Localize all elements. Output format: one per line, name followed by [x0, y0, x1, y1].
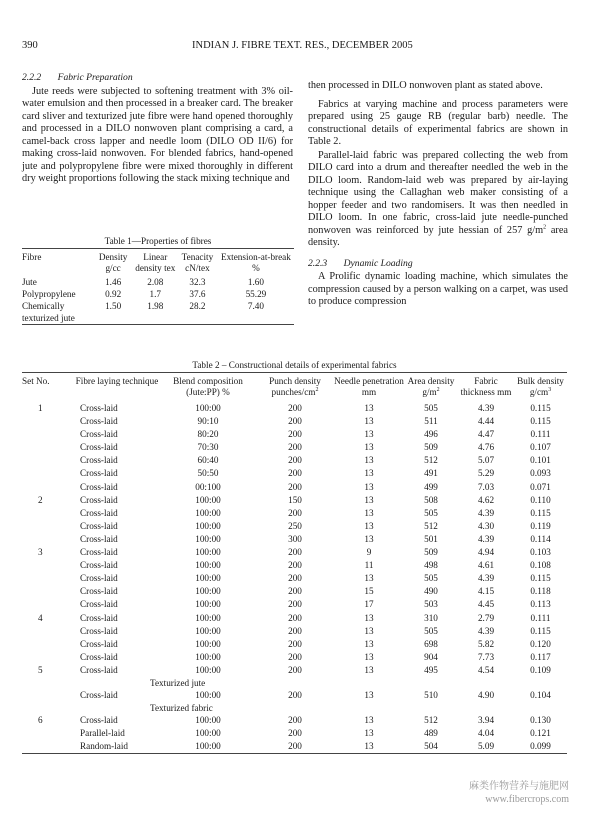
table-cell-needle: 13 — [364, 625, 374, 636]
journal-title: INDIAN J. FIBRE TEXT. RES., DECEMBER 2005 — [192, 40, 413, 51]
table-cell-thickness: 4.39 — [477, 403, 495, 413]
table-cell-needle: 13 — [364, 403, 374, 413]
table-1-header-row — [22, 249, 294, 276]
table-cell-area: 510 — [424, 689, 438, 700]
table-cell-area: 310 — [424, 612, 438, 623]
table-cell-technique: Cross-laid — [80, 547, 118, 558]
table-row — [22, 638, 567, 651]
table-cell-area: 508 — [424, 494, 438, 505]
table-cell-area: 503 — [424, 599, 438, 610]
section-title: Fabric Preparation — [57, 72, 133, 83]
table-cell-blend: 80:20 — [197, 429, 219, 440]
col-header-punch: Punch density punches/$cm^2$ — [269, 376, 321, 397]
table-cell-area: 496 — [424, 429, 438, 440]
running-header — [22, 40, 567, 54]
table-note: Texturized fabric — [150, 703, 213, 714]
table-cell-needle: 13 — [364, 689, 374, 700]
table-cell-thickness: 4.45 — [477, 599, 495, 610]
table-1-header-cell: Fibre — [22, 252, 42, 262]
table-row — [22, 533, 567, 546]
watermark-line-2: www.fibercrops.com — [485, 794, 569, 805]
table-cell-blend: 100:00 — [195, 507, 221, 518]
table-cell: 1.98 — [147, 301, 164, 311]
table-row — [22, 702, 567, 714]
left-column — [22, 72, 293, 186]
table-cell-technique: Cross-laid — [80, 520, 118, 531]
table-cell-thickness: 7.73 — [477, 651, 495, 662]
table-cell-thickness: 4.39 — [477, 507, 495, 518]
table-cell-set — [22, 585, 74, 598]
table-cell-blend: 100:00 — [195, 573, 221, 584]
table-cell-set — [22, 454, 74, 467]
table-cell-technique: Random-laid — [80, 741, 128, 752]
table-cell-technique: Cross-laid — [80, 689, 118, 700]
table-row — [22, 300, 294, 324]
table-cell-punch: 200 — [288, 468, 302, 479]
table-row — [22, 651, 567, 664]
table-row — [22, 689, 567, 702]
table-cell-blend: 100:00 — [195, 741, 221, 752]
table-cell-punch: 200 — [288, 416, 302, 427]
table-cell-blend: 100:00 — [195, 651, 221, 662]
paragraph: Jute reeds were subjected to softening treatment with 3% oil-water emulsion and then processed in a breaker card. The breaker card sliver and texturized jute fibre were hand opened thoroughly and processed in a DILO nonwoven plant comprising a card, a camel-back cross lapper and needle loom (DILO OD II/6) for making cross-laid nonwoven. For blended fabrics, hand-opened jute and polypropylene fibre were mixed thoroughly in different dry weight proportions following the stack mixing technique and — [22, 85, 293, 184]
table-cell-area: 499 — [424, 481, 438, 492]
table-cell: Jute — [22, 277, 37, 287]
table-cell-thickness: 4.90 — [477, 689, 495, 700]
table-cell: 0.92 — [105, 289, 122, 299]
table-cell-bulk: 0.110 — [530, 494, 551, 505]
table-cell-punch: 200 — [288, 481, 302, 492]
table-cell-punch: 200 — [288, 741, 302, 752]
paragraph: Parallel-laid fabric was prepared collecting the web from DILO card into a drum and thereafter needled the web in the DILO loom. Random-laid web was prepared by air-laying technique using the Callaghan web maker consisting of a hopper feeder and two randomisers. It was then needled in DILO loom. In one fabric, cross-laid jute needle-punched nonwoven was reinforced by jute hessian of 257 $g/m^2$ area density. — [308, 149, 568, 248]
table-note: Texturized jute — [150, 677, 206, 688]
table-cell-bulk: 0.113 — [530, 599, 551, 610]
table-cell-needle: 15 — [364, 586, 374, 597]
table-cell-needle: 13 — [364, 494, 374, 505]
table-cell-thickness: 2.79 — [477, 612, 495, 623]
table-row — [22, 520, 567, 533]
table-cell-technique: Cross-laid — [80, 455, 118, 466]
table-cell-bulk: 0.115 — [530, 416, 551, 427]
table-cell-technique: Cross-laid — [80, 403, 118, 413]
table-row — [22, 415, 567, 428]
table-cell-thickness: 4.44 — [477, 416, 495, 427]
col-header-set: Set No. — [22, 376, 50, 386]
table-cell-set — [22, 533, 74, 546]
page-number: 390 — [22, 40, 38, 51]
table-cell-technique: Cross-laid — [80, 468, 118, 479]
table-cell-bulk: 0.115 — [530, 403, 551, 413]
section-heading — [308, 258, 568, 271]
table-cell-technique: Cross-laid — [80, 429, 118, 440]
table-row — [22, 559, 567, 572]
table-cell-blend: 100:00 — [195, 625, 221, 636]
table-cell-technique: Cross-laid — [80, 664, 118, 675]
table-cell-needle: 13 — [364, 638, 374, 649]
table-cell-area: 512 — [424, 455, 438, 466]
table-cell-technique: Cross-laid — [80, 494, 118, 505]
table-cell-technique: Cross-laid — [80, 625, 118, 636]
table-1-header-cell: Density g/cc — [98, 252, 128, 273]
paragraph: Fabrics at varying machine and process parameters were prepared using 25 gauge RB (regular barb) needle. The constructional details of experimental fabrics are shown in Table 2. — [308, 98, 568, 147]
table-cell-blend: 90:10 — [197, 416, 219, 427]
table-cell-bulk: 0.130 — [530, 715, 551, 726]
table-cell-set — [22, 520, 74, 533]
table-cell-needle: 13 — [364, 533, 374, 544]
col-header-bulk: Bulk density $g/cm^3$ — [517, 376, 564, 397]
table-cell-area: 512 — [424, 715, 438, 726]
table-cell-set — [22, 507, 74, 520]
table-cell-set: 3 — [38, 547, 43, 558]
table-cell-punch: 200 — [288, 599, 302, 610]
table-cell-needle: 13 — [364, 416, 374, 427]
col-header-blend: Blend composition (Jute:PP) % — [173, 376, 243, 397]
table-cell-blend: 100:00 — [195, 560, 221, 571]
table-cell-thickness: 3.94 — [477, 715, 495, 726]
table-row — [22, 507, 567, 520]
section-number: 2.2.3 — [308, 257, 328, 269]
table-2-header-row — [22, 373, 567, 402]
col-header-needle: Needle penetration mm — [334, 376, 404, 397]
col-header-technique: Fibre laying technique — [75, 376, 159, 386]
table-cell-punch: 200 — [288, 403, 302, 413]
table-cell-area: 512 — [424, 520, 438, 531]
table-cell-set — [22, 598, 74, 611]
table-2-grid — [22, 373, 567, 753]
table-cell-punch: 200 — [288, 625, 302, 636]
table-cell-bulk: 0.107 — [530, 442, 551, 453]
table-cell: 37.6 — [189, 289, 206, 299]
table-cell-technique: Cross-laid — [80, 481, 118, 492]
table-cell-blend: 100:00 — [195, 638, 221, 649]
table-cell-punch: 200 — [288, 612, 302, 623]
table-row — [22, 572, 567, 585]
table-cell-punch: 200 — [288, 586, 302, 597]
table-row — [22, 454, 567, 467]
table-cell-punch: 300 — [288, 533, 302, 544]
watermark — [469, 780, 569, 806]
table-1-caption: Table 1—Properties of fibres — [104, 236, 212, 246]
table-cell-set — [22, 415, 74, 428]
table-cell-area: 505 — [424, 625, 438, 636]
table-row — [22, 428, 567, 441]
table-cell-bulk: 0.109 — [530, 664, 551, 675]
table-cell-thickness: 5.29 — [477, 468, 495, 479]
table-cell: 1.7 — [149, 289, 162, 299]
table-cell-needle: 13 — [364, 520, 374, 531]
table-cell-blend: 100:00 — [195, 586, 221, 597]
table-cell-bulk: 0.093 — [530, 468, 551, 479]
table-row — [22, 612, 567, 625]
table-row — [22, 441, 567, 454]
table-cell-blend: 100:00 — [195, 403, 221, 413]
table-cell-punch: 200 — [288, 728, 302, 739]
table-cell: 55.29 — [245, 289, 267, 299]
table-cell-set — [22, 467, 74, 480]
table-cell-area: 511 — [424, 416, 438, 427]
table-cell-set: 6 — [38, 715, 43, 726]
table-cell-bulk: 0.115 — [530, 625, 551, 636]
table-cell-set — [22, 651, 74, 664]
table-row — [22, 740, 567, 753]
table-cell-blend: 100:00 — [195, 689, 221, 700]
table-cell-needle: 13 — [364, 429, 374, 440]
table-cell-area: 904 — [424, 651, 438, 662]
table-cell-set — [22, 727, 74, 740]
table-cell: Chemically texturized jute — [22, 301, 75, 323]
table-cell: 1.60 — [247, 277, 264, 287]
table-cell-set: 5 — [38, 664, 43, 675]
table-cell-thickness: 4.15 — [477, 586, 495, 597]
table-1-header-cell: Linear density tex — [135, 252, 176, 273]
table-cell: 32.3 — [189, 277, 206, 287]
table-cell-needle: 13 — [364, 612, 374, 623]
table-row — [22, 481, 567, 494]
table-cell-needle: 13 — [364, 442, 374, 453]
col-header-thickness: Fabric thickness mm — [460, 376, 512, 397]
table-cell-punch: 150 — [288, 494, 302, 505]
table-cell: 7.40 — [247, 301, 264, 311]
table-cell-technique: Cross-laid — [80, 416, 118, 427]
right-column — [308, 80, 568, 309]
table-cell-thickness: 5.82 — [477, 638, 495, 649]
table-cell-thickness: 4.39 — [477, 625, 495, 636]
table-cell-thickness: 5.07 — [477, 455, 495, 466]
table-cell-blend: 70:30 — [197, 442, 219, 453]
table-cell-blend: 60:40 — [197, 455, 219, 466]
table-cell-blend: 100:00 — [195, 494, 221, 505]
table-row — [22, 494, 567, 507]
table-cell-needle: 13 — [364, 728, 374, 739]
table-cell-set — [22, 441, 74, 454]
table-cell-thickness: 7.03 — [477, 481, 495, 492]
table-row — [22, 714, 567, 727]
table-cell-area: 504 — [424, 741, 438, 752]
table-1 — [22, 236, 294, 325]
paragraph: then processed in DILO nonwoven plant as stated above. — [308, 80, 543, 91]
table-cell-needle: 13 — [364, 455, 374, 466]
table-cell-set — [22, 559, 74, 572]
table-cell-area: 498 — [424, 560, 438, 571]
table-cell-thickness: 4.04 — [477, 728, 495, 739]
table-cell-needle: 13 — [364, 651, 374, 662]
table-cell-bulk: 0.071 — [530, 481, 551, 492]
table-cell-thickness: 4.47 — [477, 429, 495, 440]
table-cell-needle: 9 — [366, 547, 372, 558]
table-row — [22, 598, 567, 611]
table-cell-punch: 200 — [288, 429, 302, 440]
table-cell-thickness: 5.09 — [477, 741, 495, 752]
table-cell-thickness: 4.39 — [477, 573, 495, 584]
table-cell-thickness: 4.62 — [477, 494, 495, 505]
section-number: 2.2.2 — [22, 72, 42, 83]
table-cell-punch: 200 — [288, 638, 302, 649]
table-cell-technique: Cross-laid — [80, 533, 118, 544]
table-cell-blend: 100:00 — [195, 520, 221, 531]
table-cell-technique: Cross-laid — [80, 573, 118, 584]
table-cell-set — [22, 689, 74, 702]
table-cell-area: 509 — [424, 442, 438, 453]
table-cell-bulk: 0.120 — [530, 638, 551, 649]
table-cell-blend: 100:00 — [195, 728, 221, 739]
table-cell-needle: 13 — [364, 573, 374, 584]
table-1-body — [22, 276, 294, 324]
table-cell-set — [22, 428, 74, 441]
table-cell-punch: 200 — [288, 455, 302, 466]
paragraph: A Prolific dynamic loading machine, which simulates the compression caused by a person walking on a carpet, was used to produce compression — [308, 271, 568, 307]
table-2 — [22, 360, 567, 754]
table-cell-punch: 200 — [288, 560, 302, 571]
table-cell-area: 505 — [424, 507, 438, 518]
table-cell-set — [22, 740, 74, 753]
table-cell: 1.50 — [105, 301, 122, 311]
table-cell-thickness: 4.30 — [477, 520, 495, 531]
table-cell-bulk: 0.111 — [530, 429, 551, 440]
table-cell-technique: Cross-laid — [80, 586, 118, 597]
table-cell-needle: 13 — [364, 664, 374, 675]
table-1-header-cell: Tenacity cN/tex — [181, 252, 214, 273]
table-cell-area: 509 — [424, 547, 438, 558]
table-2-caption: Table 2 – Constructional details of experimental fabrics — [192, 360, 397, 370]
table-cell-blend: 100:00 — [195, 612, 221, 623]
table-row — [22, 467, 567, 480]
table-cell: 2.08 — [147, 277, 164, 287]
table-cell-bulk: 0.101 — [530, 455, 551, 466]
table-cell-bulk: 0.108 — [530, 560, 551, 571]
table-cell-punch: 200 — [288, 442, 302, 453]
table-cell-bulk: 0.099 — [530, 741, 551, 752]
section-heading — [22, 72, 293, 85]
table-cell-technique: Cross-laid — [80, 612, 118, 623]
table-cell-area: 698 — [424, 638, 438, 649]
table-row — [22, 625, 567, 638]
table-row — [22, 585, 567, 598]
table-cell-bulk: 0.104 — [530, 689, 551, 700]
table-1-header-cell: Extension-at-break % — [220, 252, 291, 273]
table-cell-punch: 200 — [288, 547, 302, 558]
table-cell-blend: 100:00 — [195, 547, 221, 558]
table-row — [22, 546, 567, 559]
table-cell-punch: 200 — [288, 689, 302, 700]
table-cell-area: 501 — [424, 533, 438, 544]
table-cell-area: 490 — [424, 586, 438, 597]
table-cell-technique: Cross-laid — [80, 442, 118, 453]
table-cell-bulk: 0.115 — [530, 507, 551, 518]
table-row — [22, 677, 567, 689]
table-cell-bulk: 0.117 — [530, 651, 551, 662]
table-cell-bulk: 0.111 — [530, 612, 551, 623]
table-cell-thickness: 4.54 — [477, 664, 495, 675]
table-cell-needle: 13 — [364, 741, 374, 752]
table-cell-bulk: 0.115 — [530, 573, 551, 584]
table-cell-set — [22, 638, 74, 651]
table-cell-technique: Cross-laid — [80, 715, 118, 726]
table-cell-bulk: 0.119 — [530, 520, 551, 531]
table-cell: 1.46 — [105, 277, 122, 287]
table-cell-blend: 100:00 — [195, 533, 221, 544]
table-cell-area: 505 — [424, 573, 438, 584]
table-cell-needle: 17 — [364, 599, 374, 610]
table-cell-punch: 200 — [288, 507, 302, 518]
table-cell-blend: 100:00 — [195, 664, 221, 675]
table-cell-technique: Cross-laid — [80, 599, 118, 610]
table-cell-needle: 11 — [364, 560, 374, 571]
table-cell-set: 2 — [38, 494, 43, 505]
table-2-body — [22, 402, 567, 753]
table-cell-blend: 100:00 — [195, 599, 221, 610]
table-row — [22, 276, 294, 288]
table-cell-technique: Parallel-laid — [80, 728, 125, 739]
table-cell-area: 505 — [424, 403, 438, 413]
table-cell-needle: 13 — [364, 468, 374, 479]
table-cell-thickness: 4.61 — [477, 560, 495, 571]
table-cell-thickness: 4.94 — [477, 547, 495, 558]
section-title: Dynamic Loading — [343, 257, 413, 269]
table-cell-punch: 200 — [288, 651, 302, 662]
table-cell-blend: 50:50 — [197, 468, 219, 479]
table-cell-technique: Cross-laid — [80, 651, 118, 662]
table-cell-needle: 13 — [364, 715, 374, 726]
table-cell-thickness: 4.76 — [477, 442, 495, 453]
table-cell-technique: Cross-laid — [80, 638, 118, 649]
table-cell-needle: 13 — [364, 507, 374, 518]
watermark-line-1: 麻类作物营养与施肥网 — [469, 781, 569, 792]
table-row — [22, 727, 567, 740]
table-row — [22, 664, 567, 677]
table-row — [22, 402, 567, 415]
table-1-grid — [22, 249, 294, 324]
table-cell-area: 491 — [424, 468, 438, 479]
table-cell-bulk: 0.103 — [530, 547, 551, 558]
table-cell-area: 489 — [424, 728, 438, 739]
table-cell-thickness: 4.39 — [477, 533, 495, 544]
table-cell-punch: 200 — [288, 573, 302, 584]
table-row — [22, 288, 294, 300]
table-cell-set: 1 — [38, 403, 43, 413]
table-cell: 28.2 — [189, 301, 206, 311]
col-header-area: Area density $g/m^2$ — [407, 376, 455, 397]
table-cell-set — [22, 625, 74, 638]
table-cell-set — [22, 572, 74, 585]
table-cell-technique: Cross-laid — [80, 507, 118, 518]
table-cell: Polypropylene — [22, 289, 76, 299]
table-cell-technique: Cross-laid — [80, 560, 118, 571]
table-cell-bulk: 0.118 — [530, 586, 551, 597]
table-cell-area: 495 — [424, 664, 438, 675]
table-cell-needle: 13 — [364, 481, 374, 492]
table-cell-set — [22, 481, 74, 494]
table-cell-set: 4 — [38, 612, 43, 623]
table-cell-blend: 00:100 — [195, 481, 221, 492]
table-cell-punch: 200 — [288, 715, 302, 726]
table-cell-bulk: 0.114 — [530, 533, 551, 544]
table-cell-punch: 200 — [288, 664, 302, 675]
table-cell-punch: 250 — [288, 520, 302, 531]
table-cell-bulk: 0.121 — [530, 728, 551, 739]
table-cell-blend: 100:00 — [195, 715, 221, 726]
